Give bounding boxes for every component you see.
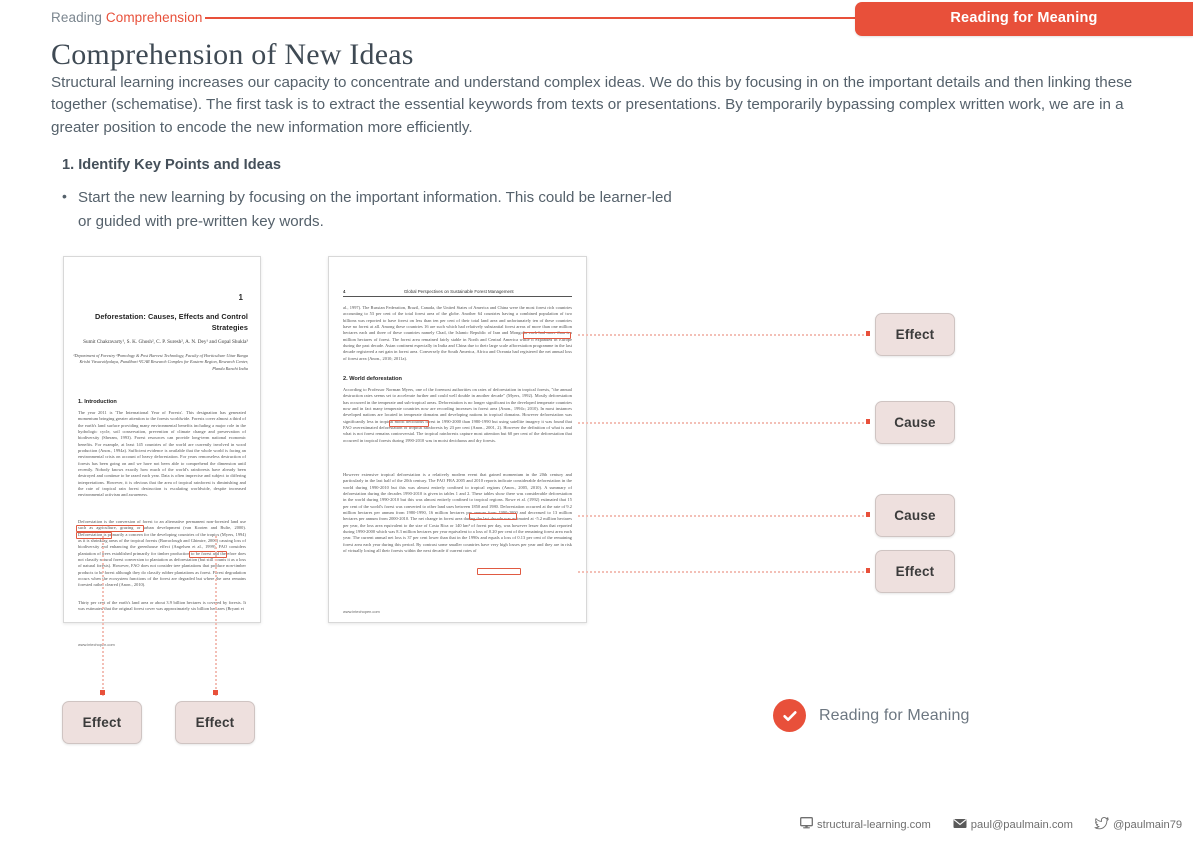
badge-reading-for-meaning xyxy=(773,699,969,732)
doc2-paragraph-3: However extensive tropical deforestation is a relatively modern event that gained momentum in the 20th century and particularly in the last half of the 20th century. The FAO FRA 2005 and 2010 reports indicate considerable deforestation in the world during 1990-2010 but this was almost entirely confined to tropical regions (Anon., 2005, 2010). A summary of deforestation during the decades 1990-2010 is given in tables 1 and 2. These tables show there was considerable deforestation in the world during 1990-2010 but this was almost entirely confined to tropical regions. Rowe et al. (1992) estimated that 15 per cent of the world's forest was converted to other land uses between 1850 and 1980. Deforestation occurred at the rate of 9.2 million hectares per annum from 1980-1990, 16 million hectares per annum from 1990-2000 and decreased to 13 million hectares per annum from 2000-2010. The net change in forest area during the last decade was estimated at -5.2 million hectares per year, the loss area equivalent to the size of Costa Rica or 140 km² of forest per day, was however lesser than that reported during 1990-2000 which was 8.3 million hectares per year equivalent to a loss of 0.20 per cent of the remaining forest area each year. The current annual net loss is 37 per cent lower than that in the 1990s and equals a loss of 0.13 per cent of the remaining forest area each year during this period. By contrast some smaller countries have very high losses per year and they are in risk of virtually losing all their forests within the next decade if current rates of xyxy=(343,472,572,554)
connector-line-effect-2 xyxy=(578,571,868,573)
label-box-cause-right-2[interactable]: Cause xyxy=(875,494,955,537)
footer xyxy=(800,816,1182,834)
label-box-effect-right-2[interactable]: Effect xyxy=(875,550,955,593)
intro-paragraph: Structural learning increases our capacity to concentrate and understand complex ideas. We do this by focusing in on the important details and then linking these together (schematise). The first task is to extract the essential keywords from texts or presentations. By temporarily bypassing complex written work, we are in a greater position to encode the new information more efficiently. xyxy=(51,74,1133,136)
doc2-paragraph-1: al., 1997). The Russian Federation, Brazil, Canada, the United States of America and China were the most forest rich countries accounting to 53 per cent of the total forest area of the globe. Another 64 countries having a combined population of two billions was reported to have forest on less than ten per cent of their total land area and unfortunately ten of these countries have no forest at all. Among these countries 16 are such which had relatively substantial forest areas of more than one million hectares each and three of these countries namely Chad, the Islamic Republic of Iran and Mongolia each had more than ten million hectares of forest. The forest area remained fairly stable in North and Central America while it expanded in Europe during the past decade. Asian continent especially in India and China due to their large scale afforestation programme in the last decade registered a net gain in forest area. Conversely the South America, Africa and Oceania had registered the net annual loss of forest area (Anon., 2010; 2011a). xyxy=(343,305,572,361)
connector-endpoint-effect-1 xyxy=(866,331,870,336)
envelope-icon xyxy=(953,816,967,834)
footer-twitter-text: @paulmain79 xyxy=(1112,819,1183,831)
connector-endpoint-effect-bottom-1 xyxy=(100,690,105,695)
doc2-keyword-box-remaining xyxy=(477,568,521,575)
doc2-page-number: 4 xyxy=(343,289,346,294)
page-title: Comprehension of New Ideas xyxy=(51,38,414,71)
doc1-paragraph-2: Deforestation is the conversion of forest to an alternative permanent non-forested land use such as agriculture, grazing or urban development (van Kooten and Bulte, 2000). Deforestation is primarily a concern for the developing countries of the tropics (Myers, 1994) as it is shrinking areas of the tropical forests (Barraclough and Ghimire, 2000) causing loss of biodiversity and enhancing the greenhouse effect (Angelsen et al., 1999). FAO considers plantation of trees established primarily for timber production to be forest and therefore does not classify natural forest conversion to plantation as deforestation (but still counts it as a loss of natural forests). However, FAO does not consider tree plantations that produce non-timber products to be forest although they do classify rubber plantations as forest. Forest degradation occurs when the ecosystem functions of the forest are degraded but where the area remains forested rather cleared (Anon., 2010). xyxy=(78,519,246,588)
doc1-paragraph-1: The year 2011 is 'The International Year of Forests'. This designation has generated momentum bringing greater attention to the forests worldwide. Forests cover almost a third of the earth's land surface providing many environmental benefits including a major role in the hydrologic cycle, soil conservation, prevention of climate change and preservation of biodiversity (Sheram, 1993). Forest resources can provide long-term national economic benefits. For example, at least 145 countries of the world are currently involved in wood production (Anon., 1994a). Sufficient evidence is available that the whole world is facing an environmental crisis on account of heavy deforestation. For years remorseless destruction of forests has been going on and we have not been able to comprehend the dimension until recently. Nobody knows exactly how much of the world's rainforests have already been destroyed and continue to be razed each year. Data is often imprecise and subject to differing interpretations. However, it is obvious that the area of tropical rainforest is diminishing and the rate of tropical rain forest destruction is escalating worldwide, despite increased environmental activism and awareness. xyxy=(78,410,246,498)
doc1-paragraph-3: Thirty per cent of the earth's land area or about 3.9 billion hectares is covered by forests. It was estimated that the original forest cover was approximately six billion hectares (Bryant et xyxy=(78,600,246,612)
doc1-page-number: 1 xyxy=(238,293,243,302)
monitor-icon xyxy=(800,816,813,834)
doc2-paragraph-2: According to Professor Norman Myers, one of the foremost authorities on rates of deforestation in tropical forests, "the annual destruction rates seems set to accelerate further and could well double in another decade" (Myers, 1992). Mostly deforestation has occurred in the temperate and sub-tropical areas. Deforestation is no longer significant in the developed temperate countries now and in fact many temperate countries now are recording increases in forest area (Anon., 1994c; 2010). In most instances developed nations are located in temperate domains and developing nations in tropical domains. However deforestation was significantly less in tropical moist deciduous forest in 1990-2000 than 1980-1990 but using satellite imagery it was found that FAO overestimated deforestation of tropical rainforests by 23 per cent (Anon., 2001, 2). However the definition of what is and what is not forest remains controversial. The tropical rainforests capture most attention but 60 per cent of the deforestation that occurred in tropical forests during 1990-2010 was in moist deciduous and dry forests. xyxy=(343,387,572,443)
connector-endpoint-cause-1 xyxy=(866,419,870,424)
connector-line-effect-bottom-1 xyxy=(102,536,104,696)
check-icon xyxy=(773,699,806,732)
section-heading: 1. Identify Key Points and Ideas xyxy=(62,157,281,173)
twitter-icon xyxy=(1095,816,1109,834)
breadcrumb-parent[interactable]: Reading xyxy=(51,10,102,25)
connector-line-cause-1 xyxy=(578,422,868,424)
connector-line-effect-1 xyxy=(578,334,868,336)
header-banner-label: Reading for Meaning xyxy=(950,10,1098,26)
connector-line-cause-2 xyxy=(578,515,868,517)
connector-line-effect-bottom-2 xyxy=(215,536,217,696)
footer-email-text: paul@paulmain.com xyxy=(970,819,1073,831)
breadcrumb xyxy=(51,10,202,25)
doc2-running-head-text: Global Perspectives on Sustainable Forest Management xyxy=(403,289,514,294)
doc1-section-heading: 1. Introduction xyxy=(78,399,117,405)
label-box-effect-bottom-2[interactable]: Effect xyxy=(175,701,255,744)
bullet-marker-icon: • xyxy=(62,188,67,204)
connector-endpoint-effect-2 xyxy=(866,568,870,573)
doc2-running-head xyxy=(343,289,572,297)
label-box-effect-bottom-1[interactable]: Effect xyxy=(62,701,142,744)
footer-item-website[interactable] xyxy=(800,816,931,834)
connector-endpoint-effect-bottom-2 xyxy=(213,690,218,695)
bullet-text: Start the new learning by focusing on the important information. This could be learner-led or guided with pre-written key words. xyxy=(78,189,672,230)
document-scan-page-1[interactable] xyxy=(63,256,261,647)
footer-item-email[interactable] xyxy=(953,816,1073,834)
doc2-url: www.intechopen.com xyxy=(343,609,380,614)
connector-endpoint-cause-2 xyxy=(866,512,870,517)
footer-website-text: structural-learning.com xyxy=(817,819,931,831)
doc1-title: Deforestation: Causes, Effects and Control Strategies xyxy=(95,312,248,332)
label-box-cause-right-1[interactable]: Cause xyxy=(875,401,955,444)
header-divider-rule xyxy=(205,17,870,19)
doc1-affiliations: ¹Department of Forestry ²Pomology & Post Harvest Technology, Faculty of Horticulture Uttar Banga Krishi Viswavidyalaya, Pundibari ³ICAR Research Complex for Eastern Region, Research Center, Plandu Ranchi India xyxy=(73,353,248,371)
doc2-section-heading: 2. World deforestation xyxy=(343,376,402,382)
breadcrumb-current[interactable]: Comprehension xyxy=(105,10,203,25)
header-banner xyxy=(855,2,1193,36)
badge-label: Reading for Meaning xyxy=(819,706,970,724)
footer-item-twitter[interactable] xyxy=(1095,816,1182,834)
label-box-effect-right-1[interactable]: Effect xyxy=(875,313,955,356)
doc1-url: www.intechopen.com xyxy=(78,642,115,647)
doc1-authors: Sumit Chakravarty¹, S. K. Ghosh², C. P. Suresh², A. N. Dey¹ and Gopal Shukla³ xyxy=(83,339,248,345)
header-bar xyxy=(0,0,1193,40)
document-scan-page-2[interactable] xyxy=(328,256,587,623)
